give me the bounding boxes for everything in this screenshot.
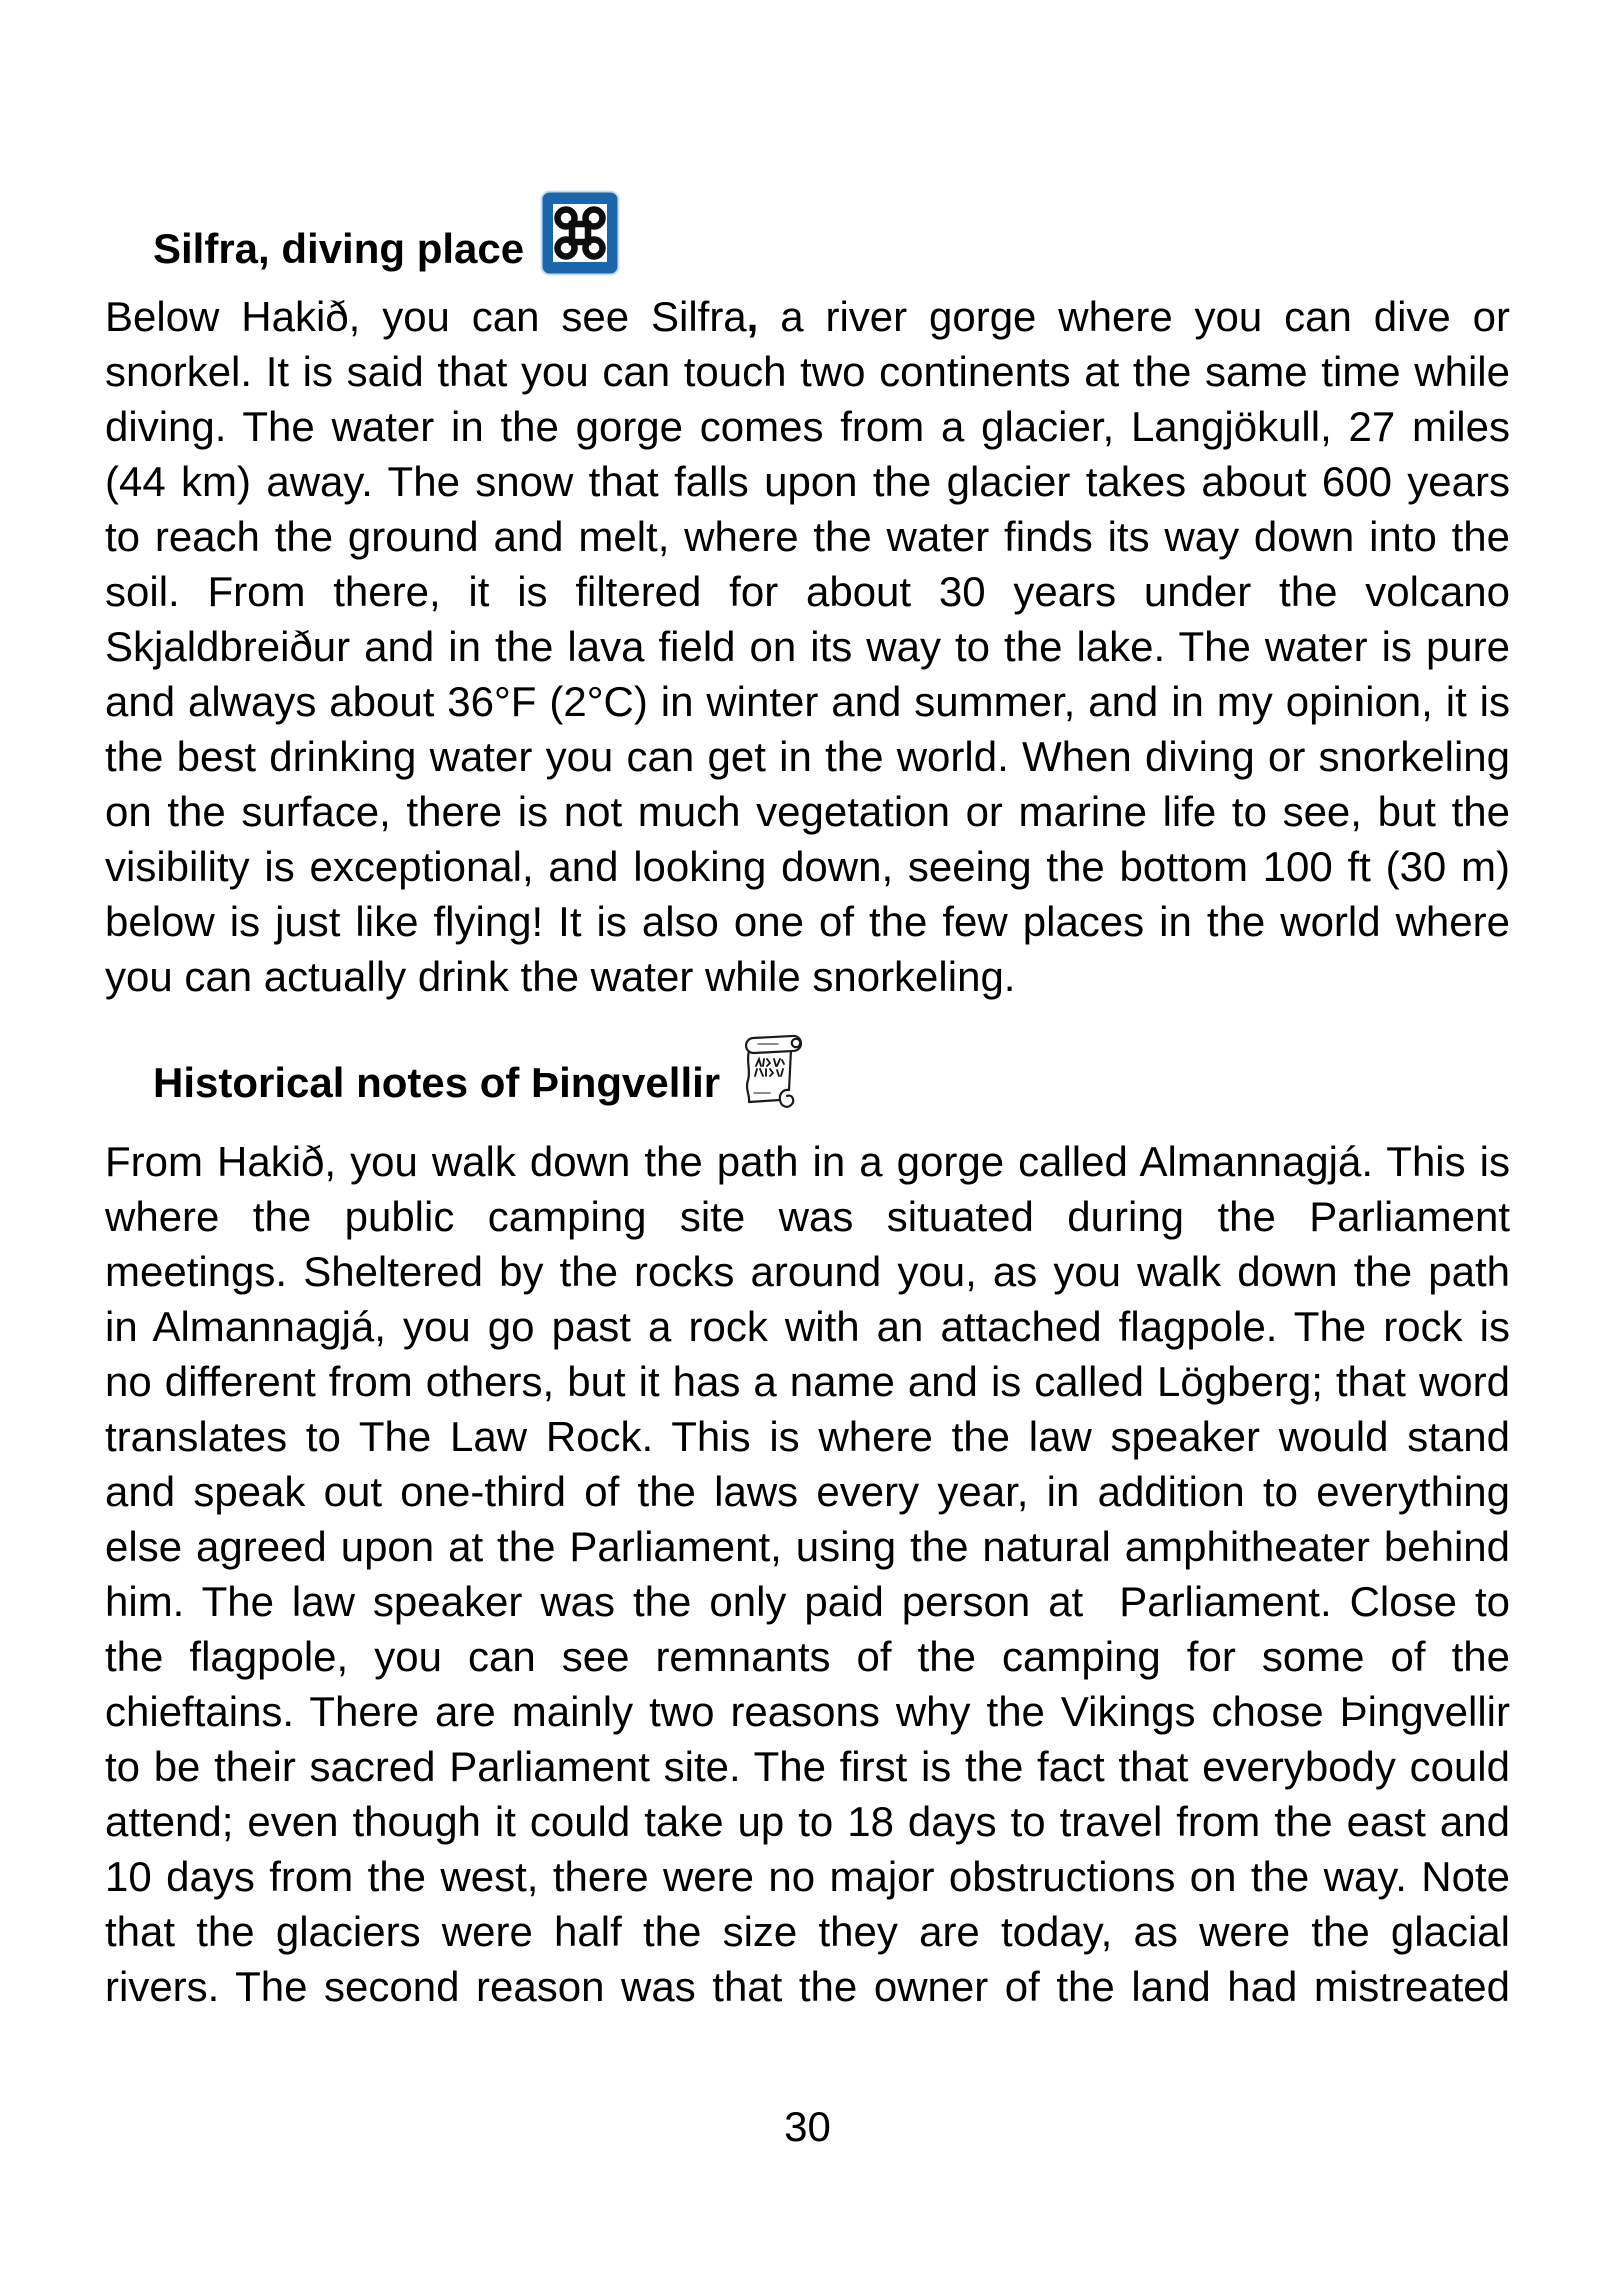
silfra-heading-row <box>153 190 1510 276</box>
text-line: where the public camping site was situated during the Parliament <box>105 1193 1510 1240</box>
text-line: Below Hakið, you can see Silfra, a river gorge where you can dive or <box>105 293 1511 340</box>
text-line: visibility is exceptional, and looking down, seeing the bottom 100 ft (30 m) <box>105 843 1510 890</box>
scroll-bottom-curl <box>780 1096 793 1107</box>
text-line: (44 km) away. The snow that falls upon the glacier takes about 600 years <box>105 458 1510 505</box>
text-line: in Almannagjá, you go past a rock with an attached flagpole. The rock is <box>105 1303 1510 1350</box>
text-line: translates to The Law Rock. This is where the law speaker would stand <box>105 1413 1510 1460</box>
text-line: chieftains. There are mainly two reasons why the Vikings chose Þingvellir <box>105 1688 1510 1735</box>
section-historical-notes <box>105 1032 1510 2014</box>
page-content <box>105 190 1510 2154</box>
text-line: meetings. Sheltered by the rocks around you, as you walk down the path <box>105 1248 1510 1295</box>
text-line: Skjaldbreiður and in the lava field on its way to the lake. The water is pure <box>105 623 1510 670</box>
text-line: rivers. The second reason was that the owner of the land had mistreated <box>105 1963 1510 2010</box>
text-line: below is just like flying! It is also one of the few places in the world where <box>105 898 1510 945</box>
text-line: 10 days from the west, there were no major obstructions on the way. Note <box>105 1853 1510 1900</box>
text-line: you can actually drink the water while snorkeling. <box>105 953 1016 1000</box>
text-line: to be their sacred Parliament site. The first is the fact that everybody could <box>105 1743 1510 1790</box>
section-silfra <box>105 190 1510 1004</box>
text-line: soil. From there, it is filtered for about 30 years under the volcano <box>105 568 1510 615</box>
text-line: the flagpole, you can see remnants of the camping for some of the <box>105 1633 1510 1680</box>
parchment-scroll-icon <box>736 1032 810 1110</box>
text-line: attend; even though it could take up to 18 days to travel from the east and <box>105 1798 1510 1845</box>
text-line: him. The law speaker was the only paid person at Parliament. Close to <box>105 1578 1510 1625</box>
silfra-paragraph <box>105 289 1510 1004</box>
historical-heading: Historical notes of Þingvellir <box>153 1059 721 1106</box>
historical-heading-row <box>153 1032 1510 1110</box>
text-line: diving. The water in the gorge comes from a glacier, Langjökull, 27 miles <box>105 403 1510 450</box>
text-line: snorkel. It is said that you can touch two continents at the same time while <box>105 348 1510 395</box>
text-line: that the glaciers were half the size they are today, as were the glacial <box>105 1908 1510 1955</box>
silfra-heading: Silfra, diving place <box>153 225 525 272</box>
text-line: the best drinking water you can get in the world. When diving or snorkeling <box>105 733 1510 780</box>
page-number: 30 <box>784 2103 831 2150</box>
place-of-interest-sign-icon <box>540 190 620 276</box>
text-line: and always about 36°F (2°C) in winter and summer, and in my opinion, it is <box>105 678 1510 725</box>
text-line: From Hakið, you walk down the path in a gorge called Almannagjá. This is <box>105 1138 1510 1185</box>
historical-paragraph <box>105 1134 1510 2014</box>
page-footer <box>105 2099 1510 2154</box>
text-line: to reach the ground and melt, where the water finds its way down into the <box>105 513 1510 560</box>
text-line: on the surface, there is not much vegetation or marine life to see, but the <box>105 788 1510 835</box>
text-line: and speak out one-third of the laws every year, in addition to everything <box>105 1468 1510 1515</box>
scroll-top-curl <box>792 1039 800 1047</box>
scroll-body <box>747 1050 791 1102</box>
text-line: no different from others, but it has a name and is called Lögberg; that word <box>105 1358 1510 1405</box>
text-line: else agreed upon at the Parliament, using the natural amphitheater behind <box>105 1523 1510 1570</box>
